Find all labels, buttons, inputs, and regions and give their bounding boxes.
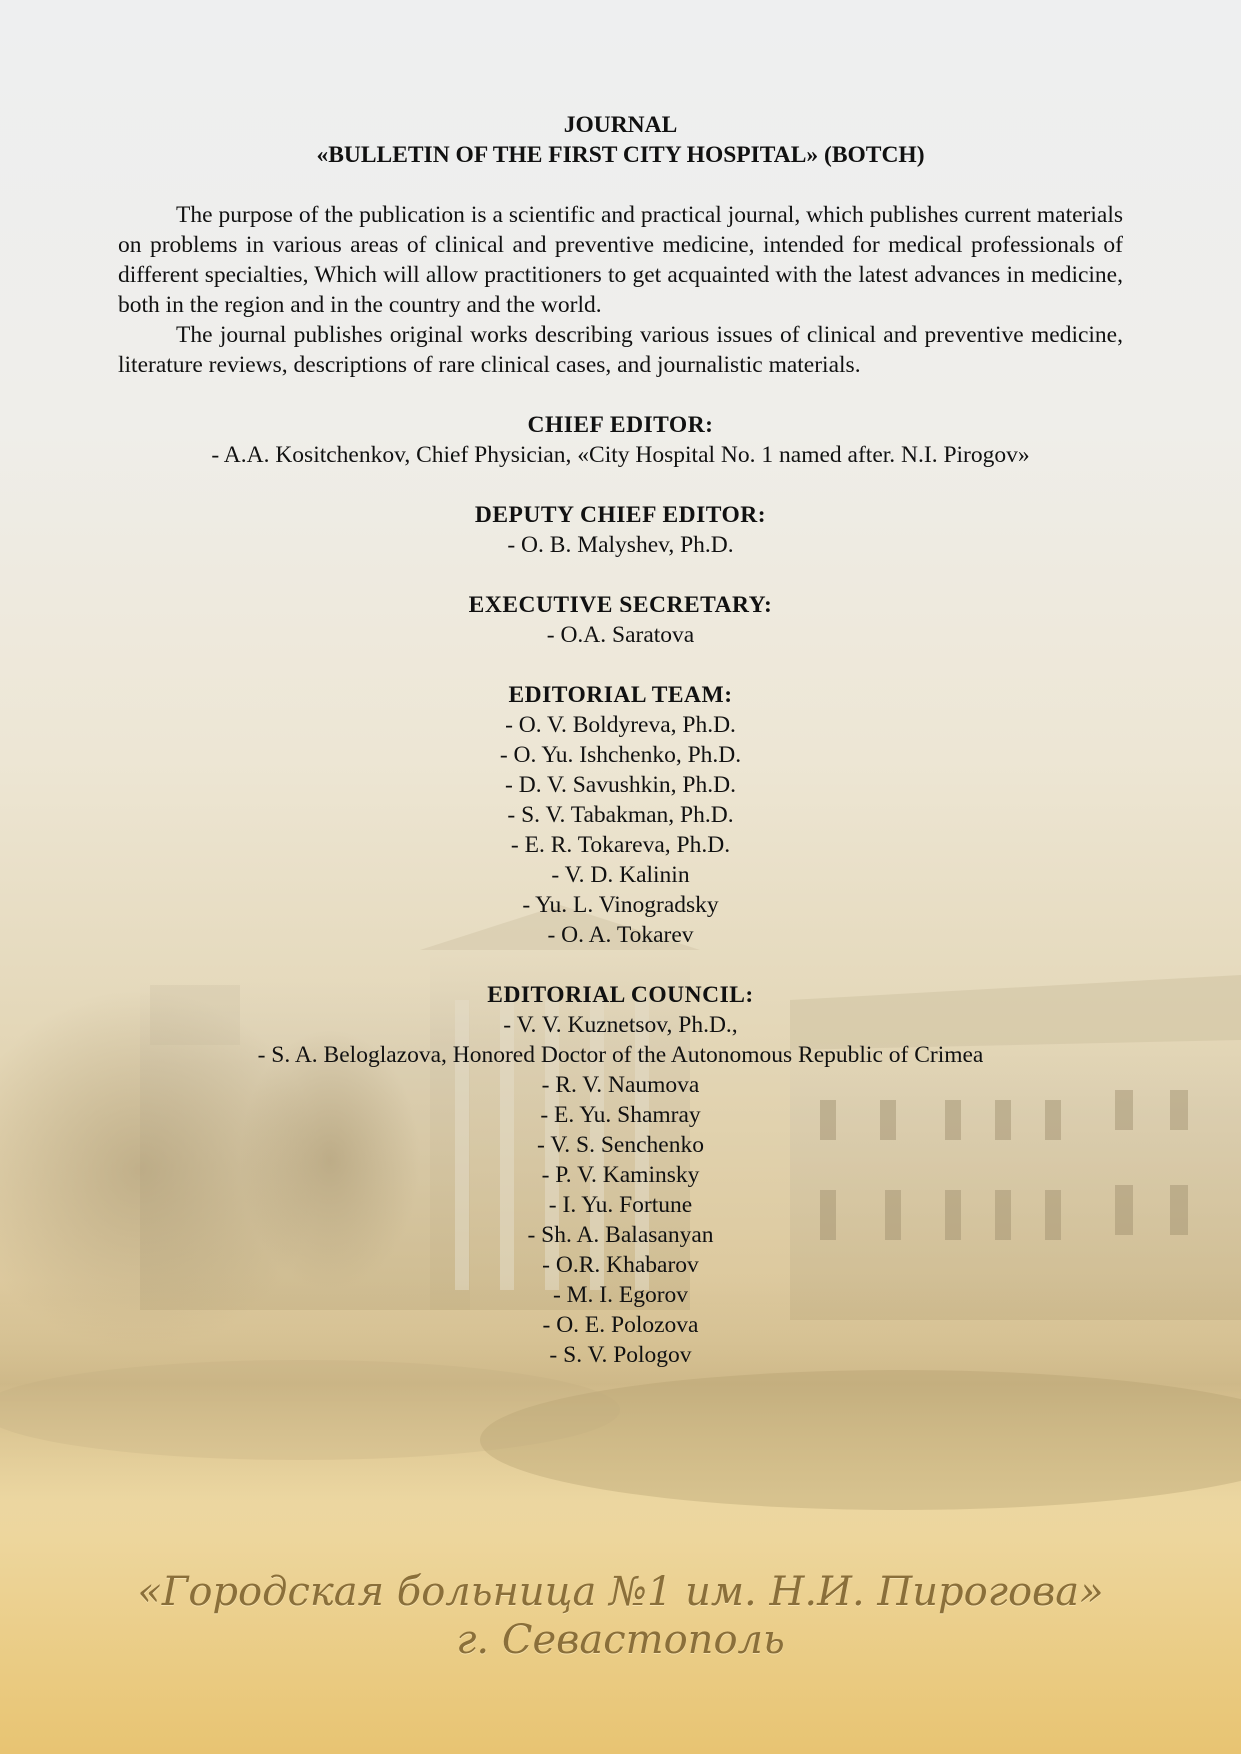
editorial-council-member: - S. V. Pologov — [549, 1342, 692, 1368]
editorial-page — [118, 110, 1123, 1370]
chief-editor-heading: CHIEF EDITOR: — [527, 412, 714, 438]
journal-title-line1: JOURNAL — [563, 112, 678, 138]
hospital-footer — [0, 1568, 1241, 1664]
editorial-council-member: - Sh. A. Balasanyan — [527, 1222, 714, 1248]
editorial-council-heading: EDITORIAL COUNCIL: — [487, 982, 754, 1008]
editorial-council-member: - P. V. Kaminsky — [541, 1162, 700, 1188]
editorial-council-member: - V. V. Kuznetsov, Ph.D., — [503, 1012, 738, 1038]
journal-title-line2: «BULLETIN OF THE FIRST CITY HOSPITAL» (BOTCH) — [316, 142, 925, 168]
deputy-chief-editor-heading: DEPUTY CHIEF EDITOR: — [474, 502, 767, 528]
editorial-team-member: - V. D. Kalinin — [551, 862, 690, 888]
editorial-council-member: - I. Yu. Fortune — [548, 1192, 693, 1218]
editorial-team-member: - E. R. Tokareva, Ph.D. — [510, 832, 731, 858]
editorial-team-heading: EDITORIAL TEAM: — [508, 682, 733, 708]
editorial-council-member: - M. I. Egorov — [552, 1282, 689, 1308]
executive-secretary-section — [118, 590, 1123, 650]
editorial-team-member: - O. A. Tokarev — [547, 922, 694, 948]
editorial-council-member: - V. S. Senchenko — [537, 1132, 704, 1158]
chief-editor-member: - A.A. Kositchenkov, Chief Physician, «City Hospital No. 1 named after. N.I. Pirogov» — [211, 442, 1030, 468]
editorial-team-member: - O. Yu. Ishchenko, Ph.D. — [499, 742, 742, 768]
footer-hospital-name: «Городская больница №1 им. Н.И. Пирогова» — [137, 1569, 1104, 1615]
editorial-council-member: - E. Yu. Shamray — [540, 1102, 701, 1128]
intro-paragraph-1: The purpose of the publication is a scientific and practical journal, which publishes current materials on problems in various areas of clinical and preventive medicine, intended for medical professionals of different specialties, Which will allow practitioners to get acquainted with the latest advances in medicine, both in the region and in the country and the world. — [118, 202, 1123, 318]
editorial-team-section — [118, 680, 1123, 950]
executive-secretary-member: - O.A. Saratova — [546, 622, 695, 648]
intro-paragraph-2: The journal publishes original works describing various issues of clinical and preventive medicine, literature reviews, descriptions of rare clinical cases, and journalistic materials. — [118, 322, 1123, 378]
editorial-team-member: - D. V. Savushkin, Ph.D. — [505, 772, 736, 798]
deputy-chief-editor-section — [118, 500, 1123, 560]
editorial-council-member: - R. V. Naumova — [541, 1072, 700, 1098]
chief-editor-section — [118, 410, 1123, 470]
deputy-chief-editor-member: - O. B. Malyshev, Ph.D. — [507, 532, 734, 558]
editorial-team-member: - O. V. Boldyreva, Ph.D. — [505, 712, 736, 738]
editorial-council-section — [118, 980, 1123, 1370]
editorial-council-member: - O.R. Khabarov — [542, 1252, 699, 1278]
editorial-team-member: - Yu. L. Vinogradsky — [522, 892, 719, 918]
editorial-team-member: - S. V. Tabakman, Ph.D. — [507, 802, 734, 828]
footer-city: г. Севастополь — [456, 1617, 785, 1663]
editorial-council-member: - S. A. Beloglazova, Honored Doctor of the Autonomous Republic of Crimea — [257, 1042, 984, 1068]
executive-secretary-heading: EXECUTIVE SECRETARY: — [468, 592, 773, 618]
editorial-council-member: - O. E. Polozova — [542, 1312, 699, 1338]
